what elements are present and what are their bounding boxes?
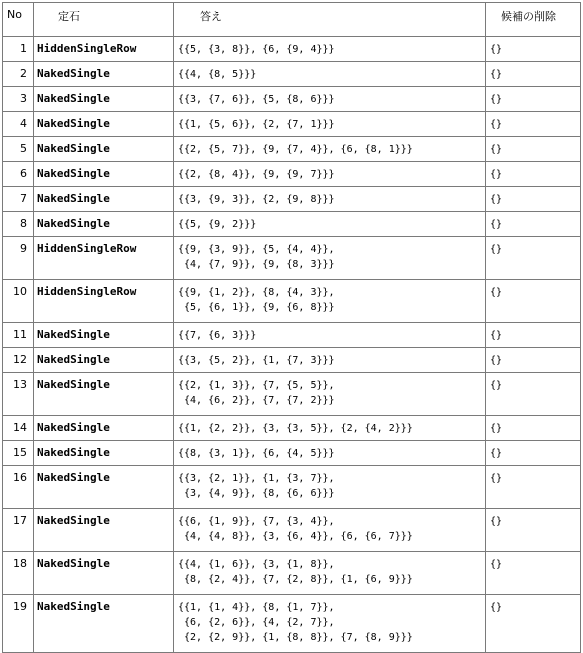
answer-line: {6, {2, 6}}, {4, {2, 7}},: [178, 617, 335, 628]
row-number: 18: [3, 552, 34, 595]
row-number: 5: [3, 137, 34, 162]
row-answer: [174, 441, 486, 466]
table-header-row: [3, 3, 581, 37]
row-number: 1: [3, 37, 34, 62]
answer-line: {3, {4, 9}}, {8, {6, 6}}}: [178, 488, 335, 499]
table-row: [3, 137, 581, 162]
row-technique: HiddenSingleRow: [34, 37, 174, 62]
row-number: 16: [3, 466, 34, 509]
row-number: 19: [3, 595, 34, 653]
row-technique: NakedSingle: [34, 112, 174, 137]
answer-line: {{3, {2, 1}}, {1, {3, 7}},: [178, 473, 335, 484]
row-technique: NakedSingle: [34, 137, 174, 162]
row-technique: NakedSingle: [34, 87, 174, 112]
table-row: [3, 348, 581, 373]
answer-line: {8, {2, 4}}, {7, {2, 8}}, {1, {6, 9}}}: [178, 574, 413, 585]
row-answer: [174, 509, 486, 552]
header-answer: 答え: [174, 3, 486, 37]
answer-line: {{8, {3, 1}}, {6, {4, 5}}}: [178, 448, 335, 459]
row-answer: [174, 187, 486, 212]
table-body: [3, 37, 581, 653]
answer-line: {2, {2, 9}}, {1, {8, 8}}, {7, {8, 9}}}: [178, 632, 413, 643]
row-answer: [174, 552, 486, 595]
row-elimination: {}: [486, 280, 581, 323]
row-answer: [174, 62, 486, 87]
table-row: [3, 237, 581, 280]
answer-line: {{7, {6, 3}}}: [178, 330, 257, 341]
row-answer: [174, 87, 486, 112]
row-number: 9: [3, 237, 34, 280]
answer-line: {{1, {5, 6}}, {2, {7, 1}}}: [178, 119, 335, 130]
answer-line: {{9, {3, 9}}, {5, {4, 4}},: [178, 244, 335, 255]
row-technique: NakedSingle: [34, 62, 174, 87]
header-no: No: [3, 3, 34, 37]
answer-line: {{4, {8, 5}}}: [178, 69, 257, 80]
row-technique: NakedSingle: [34, 552, 174, 595]
answer-line: {{1, {2, 2}}, {3, {3, 5}}, {2, {4, 2}}}: [178, 423, 413, 434]
answer-line: {4, {7, 9}}, {9, {8, 3}}}: [178, 259, 335, 270]
table-row: [3, 212, 581, 237]
row-technique: NakedSingle: [34, 323, 174, 348]
row-technique: NakedSingle: [34, 162, 174, 187]
row-answer: [174, 237, 486, 280]
table-row: [3, 466, 581, 509]
row-technique: HiddenSingleRow: [34, 237, 174, 280]
row-elimination: {}: [486, 37, 581, 62]
row-technique: HiddenSingleRow: [34, 280, 174, 323]
row-elimination: {}: [486, 212, 581, 237]
table-row: [3, 280, 581, 323]
row-answer: [174, 112, 486, 137]
row-number: 17: [3, 509, 34, 552]
table-row: [3, 509, 581, 552]
row-answer: [174, 162, 486, 187]
row-technique: NakedSingle: [34, 441, 174, 466]
header-technique: 定石: [34, 3, 174, 37]
row-elimination: {}: [486, 441, 581, 466]
table-row: [3, 62, 581, 87]
row-elimination: {}: [486, 466, 581, 509]
row-number: 7: [3, 187, 34, 212]
answer-line: {4, {4, 8}}, {3, {6, 4}}, {6, {6, 7}}}: [178, 531, 413, 542]
row-technique: NakedSingle: [34, 187, 174, 212]
row-number: 11: [3, 323, 34, 348]
table-row: [3, 323, 581, 348]
answer-line: {{9, {1, 2}}, {8, {4, 3}},: [178, 287, 335, 298]
row-technique: NakedSingle: [34, 466, 174, 509]
sudoku-solution-table: [2, 2, 581, 653]
row-elimination: {}: [486, 323, 581, 348]
row-technique: NakedSingle: [34, 373, 174, 416]
row-elimination: {}: [486, 62, 581, 87]
row-elimination: {}: [486, 552, 581, 595]
row-number: 12: [3, 348, 34, 373]
answer-line: {4, {6, 2}}, {7, {7, 2}}}: [178, 395, 335, 406]
row-number: 6: [3, 162, 34, 187]
table-row: [3, 416, 581, 441]
row-answer: [174, 137, 486, 162]
header-elimination: 候補の削除: [486, 3, 581, 37]
row-number: 14: [3, 416, 34, 441]
answer-line: {{1, {1, 4}}, {8, {1, 7}},: [178, 602, 335, 613]
row-answer: [174, 595, 486, 653]
row-elimination: {}: [486, 237, 581, 280]
row-number: 8: [3, 212, 34, 237]
answer-line: {{4, {1, 6}}, {3, {1, 8}},: [178, 559, 335, 570]
table-row: [3, 187, 581, 212]
table-row: [3, 87, 581, 112]
row-number: 10: [3, 280, 34, 323]
row-answer: [174, 212, 486, 237]
row-elimination: {}: [486, 373, 581, 416]
answer-line: {{2, {1, 3}}, {7, {5, 5}},: [178, 380, 335, 391]
row-answer: [174, 416, 486, 441]
table-row: [3, 112, 581, 137]
row-elimination: {}: [486, 87, 581, 112]
row-elimination: {}: [486, 137, 581, 162]
table-row: [3, 37, 581, 62]
row-answer: [174, 280, 486, 323]
answer-line: {{5, {9, 2}}}: [178, 219, 257, 230]
row-technique: NakedSingle: [34, 348, 174, 373]
row-elimination: {}: [486, 162, 581, 187]
row-answer: [174, 37, 486, 62]
table-row: [3, 373, 581, 416]
row-elimination: {}: [486, 416, 581, 441]
row-elimination: {}: [486, 595, 581, 653]
row-answer: [174, 348, 486, 373]
row-elimination: {}: [486, 112, 581, 137]
row-technique: NakedSingle: [34, 212, 174, 237]
answer-line: {{3, {5, 2}}, {1, {7, 3}}}: [178, 355, 335, 366]
row-elimination: {}: [486, 509, 581, 552]
row-technique: NakedSingle: [34, 595, 174, 653]
table-row: [3, 552, 581, 595]
row-technique: NakedSingle: [34, 509, 174, 552]
row-technique: NakedSingle: [34, 416, 174, 441]
row-answer: [174, 323, 486, 348]
answer-line: {5, {6, 1}}, {9, {6, 8}}}: [178, 302, 335, 313]
row-number: 2: [3, 62, 34, 87]
row-answer: [174, 373, 486, 416]
row-elimination: {}: [486, 187, 581, 212]
row-number: 15: [3, 441, 34, 466]
row-answer: [174, 466, 486, 509]
answer-line: {{3, {7, 6}}, {5, {8, 6}}}: [178, 94, 335, 105]
table-row: [3, 162, 581, 187]
row-number: 4: [3, 112, 34, 137]
row-number: 13: [3, 373, 34, 416]
answer-line: {{3, {9, 3}}, {2, {9, 8}}}: [178, 194, 335, 205]
answer-line: {{5, {3, 8}}, {6, {9, 4}}}: [178, 44, 335, 55]
row-elimination: {}: [486, 348, 581, 373]
row-number: 3: [3, 87, 34, 112]
answer-line: {{2, {8, 4}}, {9, {9, 7}}}: [178, 169, 335, 180]
answer-line: {{6, {1, 9}}, {7, {3, 4}},: [178, 516, 335, 527]
answer-line: {{2, {5, 7}}, {9, {7, 4}}, {6, {8, 1}}}: [178, 144, 413, 155]
table-row: [3, 441, 581, 466]
table-row: [3, 595, 581, 653]
